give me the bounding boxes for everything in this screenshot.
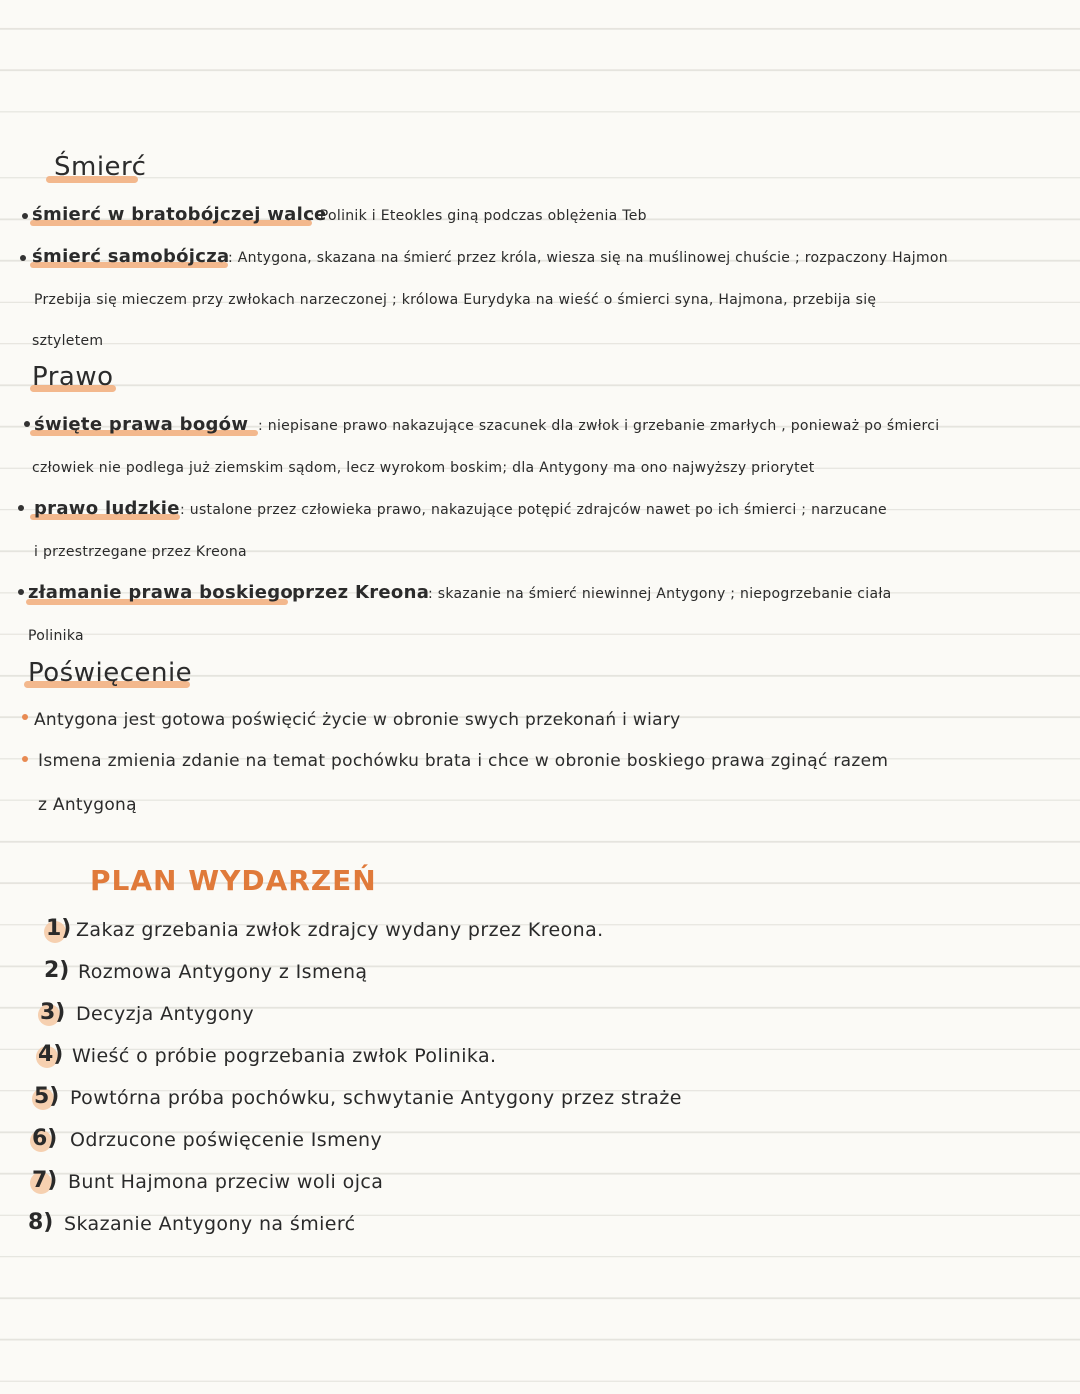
plan-item-number: 1) [46,916,72,941]
poswiecenie-item2: Ismena zmienia zdanie na temat pochówku brata i chce w obronie boskiego prawa zginąć razem [38,751,889,771]
plan-item-text: Rozmowa Antygony z Ismeną [78,961,368,983]
plan-item-number: 8) [28,1210,54,1235]
plan-item-text: Bunt Hajmona przeciw woli ojca [68,1171,384,1193]
prawo-item2-text: i przestrzegane przez Kreona [34,544,247,560]
plan-item-number: 4) [38,1042,64,1067]
plan-item-number: 3) [40,1000,66,1025]
prawo-item1-label: święte prawa bogów [34,414,249,435]
prawo-item1-text: człowiek nie podlega już ziemskim sądom, lecz wyrokom boskim; dla Antygony ma ono najwyższy priorytet [32,460,815,476]
bullet [18,589,24,595]
bullet [24,421,30,427]
smierc-item2-label: śmierć samobójcza [32,246,230,267]
prawo-item3-label: złamanie prawa boskiego [28,582,294,603]
plan-item-number: 5) [34,1084,60,1109]
bullet [20,255,26,261]
prawo-item3-text: Polinika [28,628,84,644]
bullet [22,213,28,219]
prawo-item2-label: prawo ludzkie [34,498,180,519]
plan-item-text: Powtórna próba pochówku, schwytanie Antygony przez straże [70,1087,682,1109]
plan-item-text: Zakaz grzebania zwłok zdrajcy wydany przez Kreona. [76,919,604,941]
bullet [22,714,28,720]
smierc-item1-label: śmierć w bratobójczej walce [32,204,327,225]
prawo-item2-text: : ustalone przez człowieka prawo, nakazujące potępić zdrajców nawet po ich śmierci ; narzucane [180,502,887,518]
plan-item-text: Decyzja Antygony [76,1003,255,1025]
plan-item-text: Skazanie Antygony na śmierć [64,1213,356,1235]
plan-item-number: 7) [32,1168,58,1193]
prawo-item3-text: : skazanie na śmierć niewinnej Antygony ; niepogrzebanie ciała [428,586,892,602]
heading-poswiecenie: Poświęcenie [28,658,193,688]
smierc-item2-text: Przebija się mieczem przy zwłokach narzeczonej ; królowa Eurydyka na wieść o śmierci syna, Hajmona, przebija się [34,292,877,308]
heading-smierc: Śmierć [54,152,147,182]
smierc-item2-text: : Antygona, skazana na śmierć przez króla, wiesza się na muślinowej chuście ; rozpaczony Hajmon [228,250,948,266]
poswiecenie-item1: Antygona jest gotowa poświęcić życie w obronie swych przekonań i wiary [34,710,681,730]
plan-item-number: 2) [44,958,70,983]
poswiecenie-item2: z Antygoną [38,795,137,815]
plan-item-text: Odrzucone poświęcenie Ismeny [70,1129,383,1151]
prawo-item3-label2: przez Kreona [292,582,430,603]
plan-title: PLAN WYDARZEŃ [90,864,377,897]
plan-item-text: Wieść o próbie pogrzebania zwłok Polinika. [72,1045,497,1067]
smierc-item2-text: sztyletem [32,333,104,349]
prawo-item1-text: : niepisane prawo nakazujące szacunek dla zwłok i grzebanie zmarłych , ponieważ po śmierci [258,418,940,434]
heading-prawo: Prawo [32,362,114,392]
plan-item-number: 6) [32,1126,58,1151]
smierc-item1-text: : Polinik i Eteokles giną podczas oblężenia Teb [310,208,647,224]
bullet [18,505,24,511]
bullet [22,756,28,762]
